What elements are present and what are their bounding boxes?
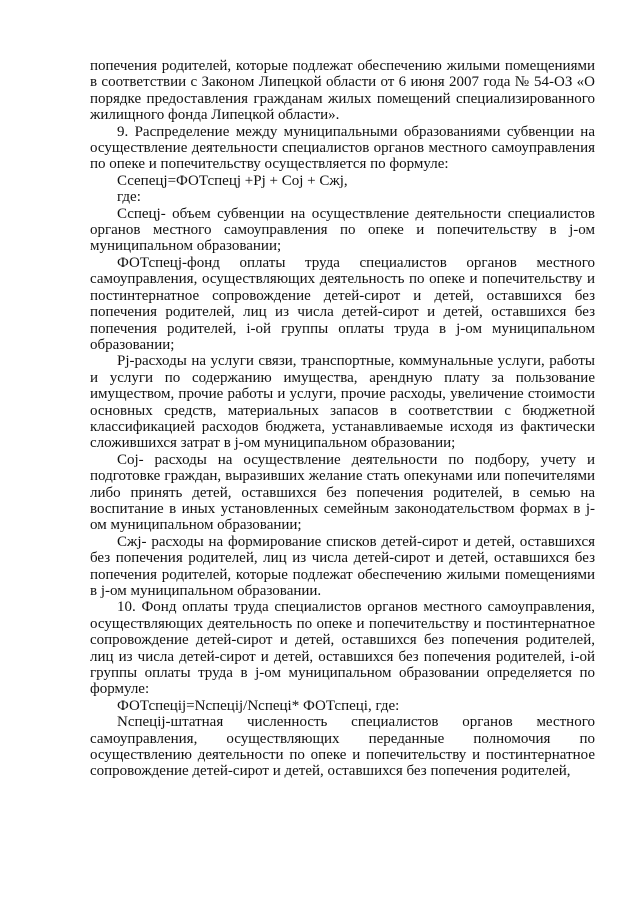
paragraph-def-nspec: Nспецij-штатная численность специалистов органов местного самоуправления, осуществляющих переданные полномочия по осуществлению деятельности по опеке и попечительству и постинтернатное сопровождение детей-сирот и детей, оставшихся без попечения родителей, bbox=[90, 714, 595, 780]
paragraph-def-coj: Coj- расходы на осуществление деятельности по подбору, учету и подготовке граждан, выразивших желание стать опекунами или попечителями либо принять детей, оставшихся без попечения родителей, в семью на воспитание в иных установленных семейным законодательством формах в j-ом муниципальном образовании; bbox=[90, 451, 595, 534]
paragraph-clause-9: 9. Распределение между муниципальными образованиями субвенции на осуществление деятельности специалистов органов местного самоуправления по опеке и попечительству осуществляется по формуле: bbox=[90, 123, 595, 173]
formula-subvention: Ссепецj=ФОТспецj +Pj + Coj + Cжj, bbox=[117, 172, 348, 189]
paragraph-intro-continuation: попечения родителей, которые подлежат обеспечению жилыми помещениями в соответствии с Законом Липецкой области от 6 июня 2007 года № 54-ОЗ «О порядке предоставления гражданам жилых помещений специализированного жилищного фонда Липецкой области». bbox=[90, 58, 595, 124]
paragraph-def-cspec: Сспецj- объем субвенции на осуществление деятельности специалистов органов местного самоуправления по опеке и попечительству в j-ом муниципальном образовании; bbox=[90, 205, 595, 255]
paragraph-where: где: bbox=[117, 189, 141, 206]
formula-fot: ФОТспецij=Nспецij/Nспецi* ФОТспецi, где: bbox=[117, 697, 400, 714]
paragraph-def-pj: Pj-расходы на услуги связи, транспортные, коммунальные услуги, работы и услуги по содержанию имущества, арендную плату за пользование имуществом, прочие работы и услуги, прочие расходы, увеличение стоимости основных средств, материальных запасов в соответствии с бюджетной классификацией расходов бюджета, устанавливаемые исходя из фактически сложившихся затрат в j-ом муниципальном образовании; bbox=[90, 353, 595, 452]
paragraph-def-czhj: Cжj- расходы на формирование списков детей-сирот и детей, оставшихся без попечения родителей, лиц из числа детей-сирот и детей, оставшихся без попечения родителей, которые подлежат обеспечению жилыми помещениями в j-ом муниципальном образовании. bbox=[90, 533, 595, 599]
paragraph-clause-10: 10. Фонд оплаты труда специалистов органов местного самоуправления, осуществляющих деятельность по опеке и попечительству и постинтернатное сопровождение детей-сирот и детей, оставшихся без попечения родителей, лиц из числа детей-сирот и детей, оставшихся без попечения родителей, i-ой группы оплаты труда в j-ом муниципальном образовании определяется по формуле: bbox=[90, 599, 595, 698]
paragraph-def-fot: ФОТспецj-фонд оплаты труда специалистов органов местного самоуправления, осуществляющих деятельность по опеке и попечительству и постинтернатное сопровождение детей-сирот и детей, оставшихся без попечения родителей, лиц из числа детей-сирот и детей, оставшихся без попечения родителей, i-ой группы оплаты труда в j-ом муниципальном образовании; bbox=[90, 254, 595, 353]
